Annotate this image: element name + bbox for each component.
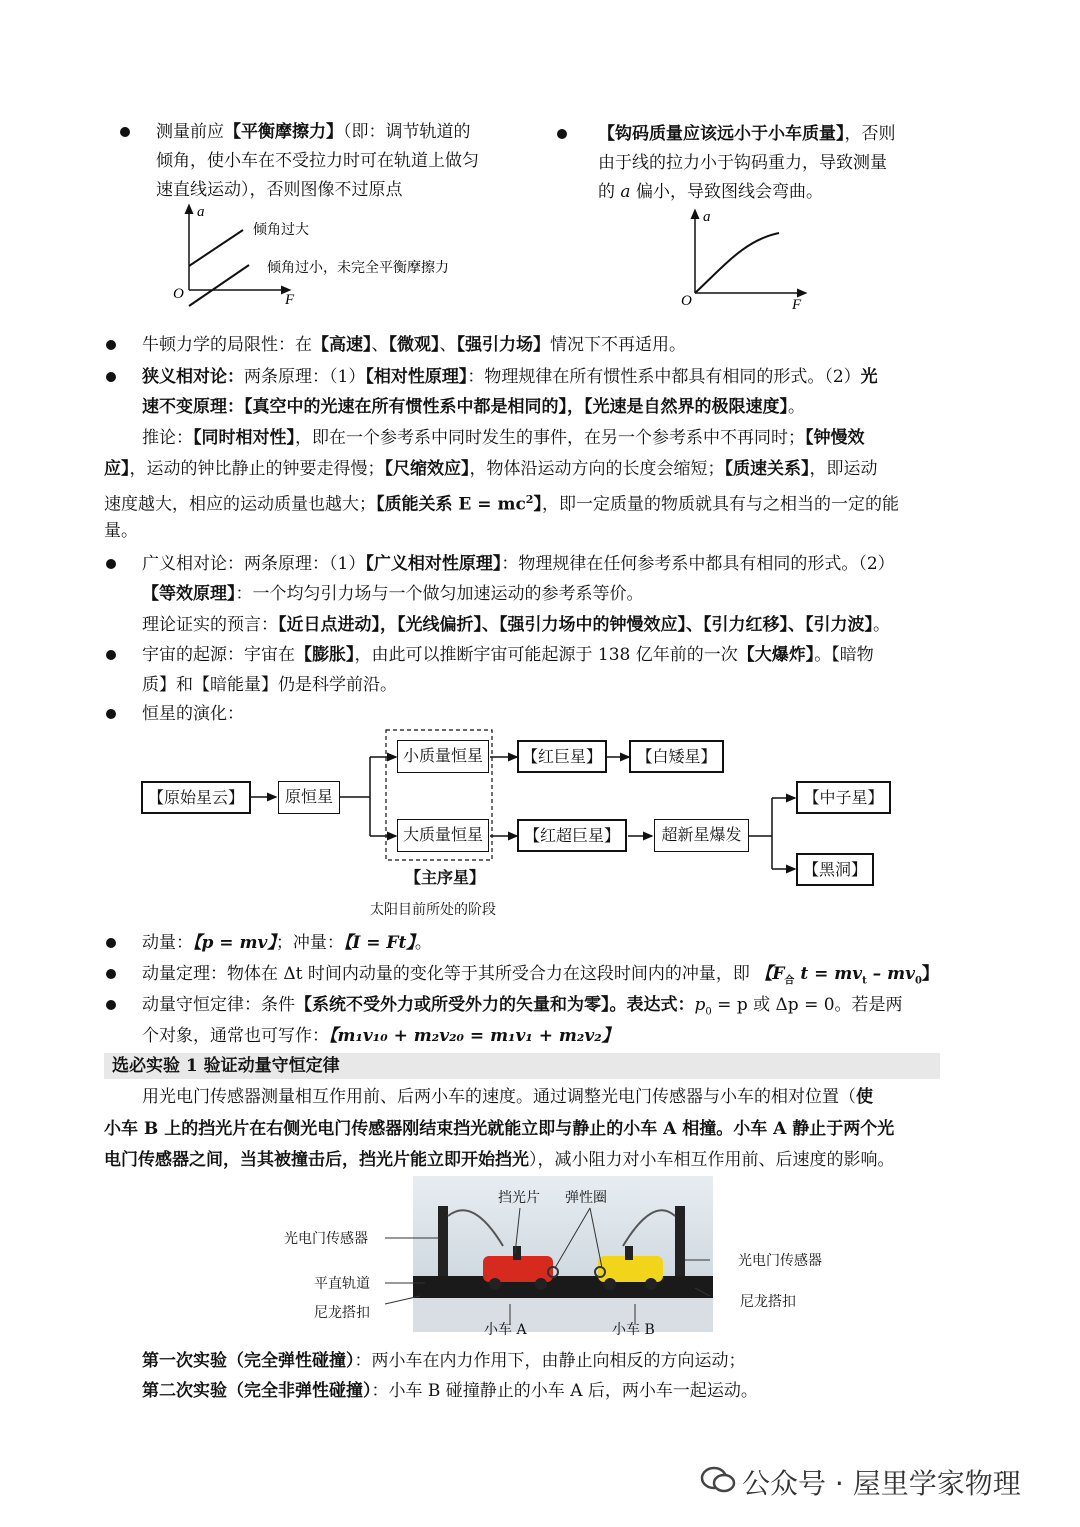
origin-label: O: [173, 286, 184, 302]
top-right-line2: 由于线的拉力小于钩码重力，导致测量: [598, 153, 887, 173]
conservation-line1: 动量守恒定律：条件【系统不受外力或所受外力的矢量和为零】。表达式：$p_0 = p$ 或 Δp = 0。若是两: [142, 995, 903, 1018]
experiment-p3: 电门传感器之间，当其被撞击后，挡光片能立即开始挡光），减小阻力对小车相互作用前、后速度的影响。: [104, 1150, 895, 1170]
red-supergiant-box: 【红超巨星】: [517, 819, 627, 852]
black-hole-box: 【黑洞】: [796, 853, 874, 886]
lower-line: [189, 265, 249, 306]
top-left-line2: 倾角，使小车在不受拉力时可在轨道上做匀: [156, 151, 479, 171]
main-sequence-label: 【主序星】: [405, 868, 486, 887]
section-title: 选必实验 1 验证动量守恒定律: [112, 1056, 340, 1076]
upper-line: [189, 230, 243, 266]
label-shutter: 挡光片: [498, 1190, 540, 1206]
inference-line1: 推论：【同时相对性】，即在一个参考系中同时发生的事件，在另一个参考系中不再同时；【钟慢效: [142, 428, 865, 448]
special-line2: 速不变原理：【真空中的光速在所有惯性系中都是相同的】，【光速是自然界的极限速度】。: [142, 397, 805, 417]
label-track: 平直轨道: [314, 1276, 370, 1292]
bent-curve: [695, 233, 779, 293]
top-right-line1: 【钩码质量应该远小于小车质量】，否则: [598, 124, 896, 144]
second-experiment: 第二次实验（完全非弹性碰撞）：小车 B 碰撞静止的小车 A 后，两小车一起运动。: [142, 1381, 758, 1401]
sun-stage-label: 太阳目前所处的阶段: [370, 902, 496, 918]
bullet: [106, 1000, 116, 1010]
predictions: 理论证实的预言：【近日点进动】，【光线偏折】、【强引力场中的钟慢效应】、【引力红移】、【引力波】。: [142, 615, 890, 635]
first-experiment: 第一次实验（完全弹性碰撞）：两小车在内力作用下，由静止向相反的方向运动；: [142, 1351, 746, 1371]
top-right-line3: 的 a 偏小，导致图线会弯曲。: [598, 182, 823, 202]
label-sensor-right: 光电门传感器: [738, 1253, 822, 1269]
label-lower: 倾角过小，未完全平衡摩擦力: [267, 260, 449, 276]
bullet: [557, 129, 567, 139]
universe-line2: 质】和【暗能量】仍是科学前沿。: [142, 675, 397, 695]
bullet: [106, 650, 116, 660]
label-upper: 倾角过大: [253, 222, 309, 238]
svg-text:F: F: [792, 297, 802, 313]
protostar-box: 原恒星: [278, 781, 340, 814]
general-line1: 广义相对论：两条原理：（1）【广义相对性原理】：物理规律在任何参考系中都具有相同的形式。（2）: [142, 554, 895, 574]
white-dwarf-box: 【白矮星】: [629, 740, 724, 773]
label-cart-b: 小车 B: [612, 1322, 655, 1338]
supernova-box: 超新星爆发: [654, 819, 749, 852]
label-cart-a: 小车 A: [484, 1322, 527, 1338]
friction-graph: [165, 200, 505, 315]
general-line2: 【等效原理】：一个均匀引力场与一个做匀加速运动的参考系等价。: [142, 584, 644, 604]
wechat-icon: [700, 1465, 736, 1495]
bullet: [106, 559, 116, 569]
special-line1: 狭义相对论：两条原理：（1）【相对性原理】：物理规律在所有惯性系中都具有相同的形式。（2）光: [142, 367, 878, 387]
momentum-line: 动量：【p = mv】；冲量：【I = Ft】。: [142, 933, 432, 953]
nebula-box: 【原始星云】: [141, 781, 251, 814]
universe-line1: 宇宙的起源：宇宙在【膨胀】，由此可以推断宇宙可能起源于 138 亿年前的一次【大爆炸】。【暗物: [142, 645, 874, 665]
bullet: [106, 969, 116, 979]
low-mass-box: 小质量恒星: [397, 740, 489, 773]
high-mass-box: 大质量恒星: [397, 819, 489, 852]
x-axis-label: F: [285, 292, 295, 308]
bullet: [106, 340, 116, 350]
newton-limit: 牛顿力学的局限性：在【高速】、【微观】、【强引力场】情况下不再适用。: [142, 335, 686, 355]
inference-line3: 速度越大，相应的运动质量也越大；【质能关系 $E = mc^2$】，即一定质量的物质就具有与之相当的一定的能: [104, 493, 899, 515]
label-ring: 弹性圈: [565, 1190, 607, 1206]
bullet: [106, 938, 116, 948]
neutron-star-box: 【中子星】: [796, 781, 891, 814]
bullet: [106, 709, 116, 719]
red-giant-box: 【红巨星】: [517, 740, 607, 773]
theorem-line: 动量定理：物体在 Δt 时间内动量的变化等于其所受合力在这段时间内的冲量，即 【$F_合$ $t = mv_t - mv_0$】: [142, 964, 939, 987]
bullet: [120, 127, 130, 137]
top-left-line1: 测量前应【平衡摩擦力】（即：调节轨道的: [156, 122, 471, 142]
curve-graph: [675, 205, 815, 315]
label-velcro-right: 尼龙搭扣: [740, 1294, 796, 1310]
top-left-line3: 速直线运动），否则图像不过原点: [156, 180, 403, 200]
stars-heading: 恒星的演化：: [142, 704, 244, 724]
inference-line4: 量。: [104, 521, 138, 541]
y-axis-label: a: [197, 204, 205, 220]
label-sensor-left: 光电门传感器: [284, 1231, 368, 1247]
svg-text:O: O: [681, 293, 692, 309]
experiment-p2: 小车 B 上的挡光片在右侧光电门传感器刚结束挡光就能立即与静止的小车 A 相撞。小车 A 静止于两个光: [104, 1119, 895, 1139]
watermark: 公众号 · 屋里学家物理: [742, 1467, 1021, 1500]
inference-line2: 应】，运动的钟比静止的钟要走得慢；【尺缩效应】，物体沿运动方向的长度会缩短；【质速关系】，即运动: [104, 459, 878, 479]
bullet: [106, 372, 116, 382]
svg-text:a: a: [703, 209, 711, 225]
conservation-line2: 个对象，通常也可写作：【m₁v₁₀ + m₂v₂₀ = m₁v₁ + m₂v₂】: [142, 1026, 619, 1046]
experiment-p1: 用光电门传感器测量相互作用前、后两小车的速度。通过调整光电门传感器与小车的相对位置（使: [142, 1087, 873, 1107]
label-velcro-left: 尼龙搭扣: [314, 1305, 370, 1321]
